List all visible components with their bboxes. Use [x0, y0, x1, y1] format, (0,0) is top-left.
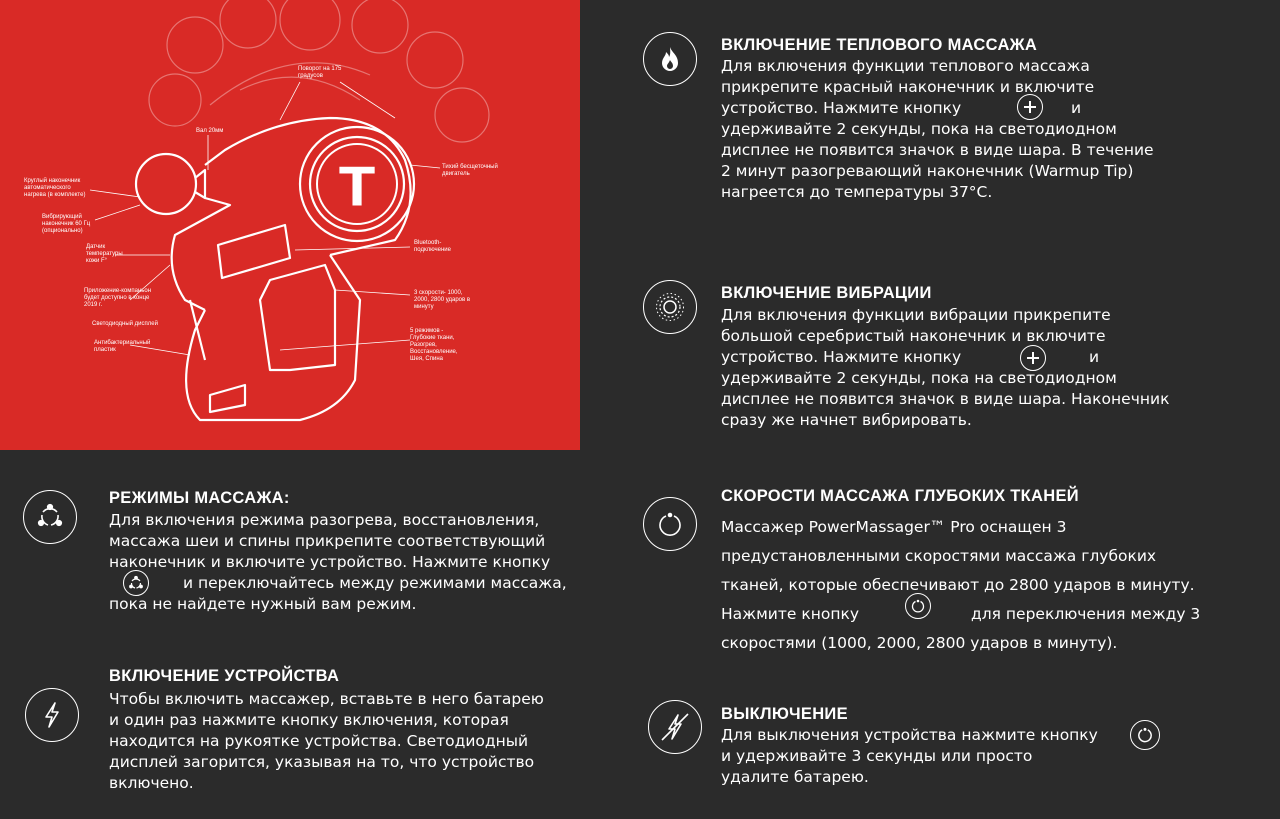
heat-line: удерживайте 2 секунды, пока на светодиодном: [721, 120, 1117, 138]
logo-badge: [317, 144, 397, 224]
speeds-line: предустановленными скоростями массажа глубоких: [721, 547, 1157, 565]
speed-dial-icon: [643, 497, 697, 551]
modes-line: пока не найдете нужный вам режим.: [109, 595, 417, 613]
label-led-display: Светодиодный дисплей: [92, 321, 158, 327]
heat-line: дисплее не появится значок в виде шара. В течение: [721, 141, 1154, 159]
vibration-line: удерживайте 2 секунды, пока на светодиодном: [721, 369, 1117, 387]
label-shaft: Вал 20мм: [196, 128, 224, 134]
vibration-line: Для включения функции вибрации прикрепите: [721, 306, 1111, 324]
power-off-line: и удерживайте 3 секунды или просто: [721, 747, 1033, 765]
heat-tail: и: [1071, 99, 1082, 117]
power-button-icon: [1130, 720, 1160, 750]
heat-title: ВКЛЮЧЕНИЕ ТЕПЛОВОГО МАССАЖА: [721, 36, 1038, 54]
plus-button-icon: [1017, 94, 1043, 120]
device-diagram-panel: [0, 0, 580, 450]
speeds-body: [721, 513, 1200, 658]
modes-body: [109, 510, 567, 615]
plus-button-icon: [1020, 345, 1046, 371]
speeds-line: [721, 600, 1200, 629]
speeds-line: скоростями (1000, 2000, 2800 ударов в минуту).: [721, 634, 1118, 652]
speeds-line: тканей, которые обеспечивают до 2800 ударов в минуту.: [721, 576, 1195, 594]
label-vibrating-tip: Вибрирующий наконечник 60 Гц (опционально): [42, 214, 91, 234]
heat-line: нагреется до температуры 37°C.: [721, 183, 993, 201]
lightning-off-icon: [648, 700, 702, 754]
vibration-icon: [643, 280, 697, 334]
speeds-line: Массажер PowerMassager™ Pro оснащен 3: [721, 518, 1067, 536]
label-ball-tip: Круглый наконечник автоматического нагрева (в комплекте): [24, 178, 86, 198]
vibration-line: дисплее не появится значок в виде шара. Наконечник: [721, 390, 1170, 408]
power-on-line: и один раз нажмите кнопку включения, которая: [109, 711, 509, 729]
vibration-tail: и: [1089, 348, 1100, 366]
power-on-line: включено.: [109, 774, 194, 792]
label-modes: 5 режимов - Глубокие ткани, Разогрев, Восстановление, Шея, Спина: [410, 328, 458, 362]
power-off-body: [721, 725, 1098, 788]
speeds-switch: для переключения между 3: [971, 605, 1201, 623]
modes-line: наконечник и включите устройство. Нажмите кнопку: [109, 553, 551, 571]
power-on-line: дисплей загорится, указывая на то, что устройство: [109, 753, 535, 771]
label-rotation: Поворот на 175 градусов: [298, 66, 342, 79]
modes-button-icon: [123, 570, 149, 596]
label-temp-sensor: Датчик температуры кожи F°: [86, 244, 123, 264]
speeds-title: СКОРОСТИ МАССАЖА ГЛУБОКИХ ТКАНЕЙ: [721, 487, 1079, 505]
speeds-press: Нажмите кнопку: [721, 605, 860, 623]
power-on-line: находится на рукоятке устройства. Светодиодный: [109, 732, 529, 750]
vibration-line: сразу же начнет вибрировать.: [721, 411, 972, 429]
lightning-icon: [25, 688, 79, 742]
modes-title: РЕЖИМЫ МАССАЖА:: [109, 489, 290, 507]
vibration-line: большой серебристый наконечник и включите: [721, 327, 1106, 345]
vibration-line: устройство. Нажмите кнопку: [721, 348, 962, 366]
power-on-body: [109, 689, 544, 794]
power-on-title: ВКЛЮЧЕНИЕ УСТРОЙСТВА: [109, 667, 340, 685]
heat-body: [721, 56, 1154, 203]
label-quiet-motor: Тихий бесщеточный двигатель: [442, 164, 498, 177]
power-off-title: ВЫКЛЮЧЕНИЕ: [721, 705, 848, 723]
heat-line: 2 минут разогревающий наконечник (Warmup Tip): [721, 162, 1134, 180]
modes-cycle-icon: [23, 490, 77, 544]
label-antibacterial: Антибактериальный пластик: [94, 340, 151, 353]
label-speeds: 3 скорости- 1000, 2000, 2800 ударов в минуту: [414, 290, 471, 310]
heat-line: прикрепите красный наконечник и включите: [721, 78, 1095, 96]
svg-text:T: T: [338, 156, 376, 219]
modes-line: массажа шеи и спины прикрепите соответствующий: [109, 532, 546, 550]
power-off-line: Для выключения устройства нажмите кнопку: [721, 726, 1098, 744]
label-bluetooth: Bluetooth- подключение: [414, 240, 451, 253]
modes-line: Для включения режима разогрева, восстановления,: [109, 511, 540, 529]
modes-line: и переключайтесь между режимами массажа,: [183, 574, 567, 592]
speed-button-icon: [905, 593, 931, 619]
vibration-body: [721, 305, 1169, 431]
flame-icon: [643, 32, 697, 86]
heat-line: Для включения функции теплового массажа: [721, 57, 1090, 75]
power-off-line: удалите батарею.: [721, 768, 869, 786]
vibration-title: ВКЛЮЧЕНИЕ ВИБРАЦИИ: [721, 284, 932, 302]
heat-line: устройство. Нажмите кнопку: [721, 99, 962, 117]
label-companion-app: Приложение-компаньон будет доступно в конце 2019 г.: [84, 288, 152, 308]
power-on-line: Чтобы включить массажер, вставьте в него батарею: [109, 690, 544, 708]
